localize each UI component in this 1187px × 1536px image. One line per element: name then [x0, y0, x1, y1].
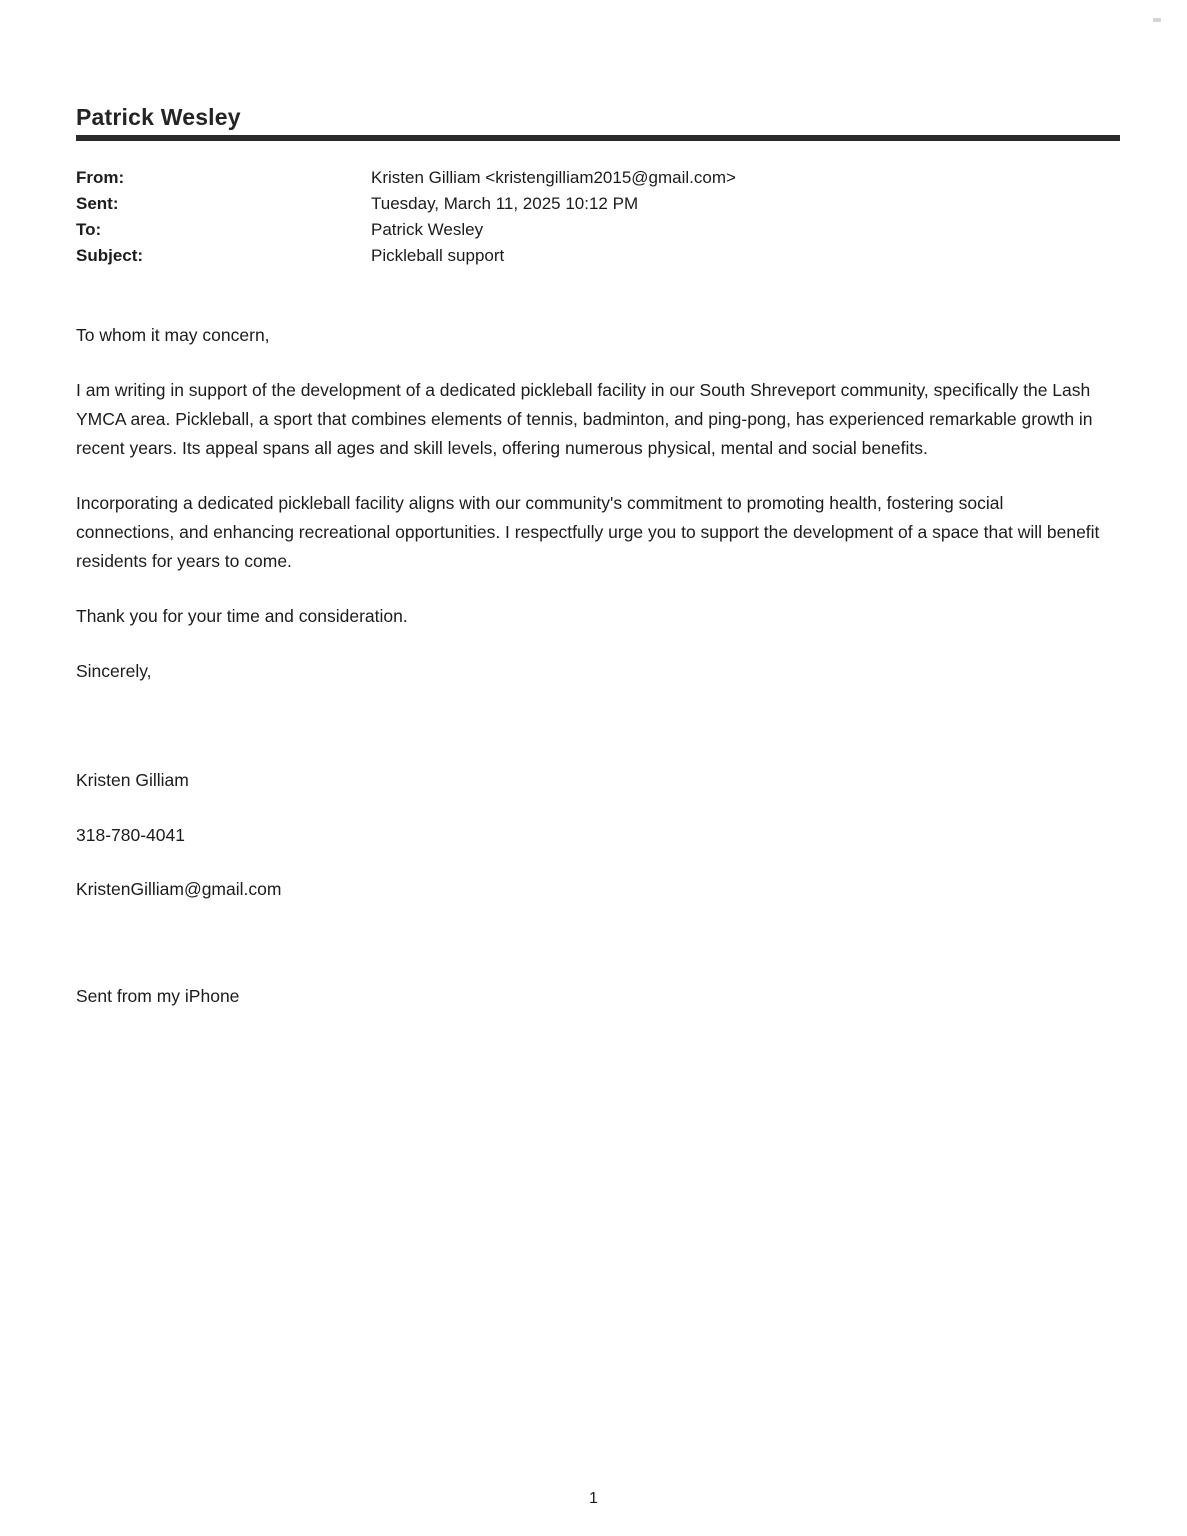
- subject-label: Subject:: [76, 246, 144, 265]
- sent-label: Sent:: [76, 194, 119, 213]
- email-body: [76, 321, 1120, 1011]
- scan-artifact: [1153, 18, 1161, 22]
- sign-off: Sincerely,: [76, 661, 152, 681]
- from-value: Kristen Gilliam <kristengilliam2015@gmail.com>: [371, 168, 736, 187]
- sent-from-device: Sent from my iPhone: [76, 986, 240, 1006]
- body-paragraph-1: I am writing in support of the development of a dedicated pickleball facility in our South Shreveport community, specifically the Lash YMCA area. Pickleball, a sport that combines elements of tennis, badminton, and ping-pong, has experienced remarkable growth in recent years. Its appeal spans all ages and skill levels, offering numerous physical, mental and social benefits.: [76, 380, 1093, 458]
- body-paragraph-2: Incorporating a dedicated pickleball facility aligns with our community's commitment to promoting health, fostering social connections, and enhancing recreational opportunities. I respectfully urge you to support the development of a space that will benefit residents for years to come.: [76, 493, 1100, 571]
- page-title: Patrick Wesley: [76, 104, 241, 130]
- signature-phone: 318-780-4041: [76, 825, 185, 845]
- subject-value: Pickleball support: [371, 246, 505, 265]
- signature-name: Kristen Gilliam: [76, 770, 189, 790]
- email-header-fields: [76, 165, 1120, 269]
- title-divider: [76, 135, 1120, 141]
- sent-value: Tuesday, March 11, 2025 10:12 PM: [371, 194, 639, 213]
- to-value: Patrick Wesley: [371, 220, 484, 239]
- page-number: 1: [589, 1490, 598, 1507]
- salutation: To whom it may concern,: [76, 325, 270, 345]
- to-label: To:: [76, 220, 102, 239]
- closing-thanks: Thank you for your time and consideration.: [76, 606, 408, 626]
- from-label: From:: [76, 168, 125, 187]
- signature-email: KristenGilliam@gmail.com: [76, 879, 282, 899]
